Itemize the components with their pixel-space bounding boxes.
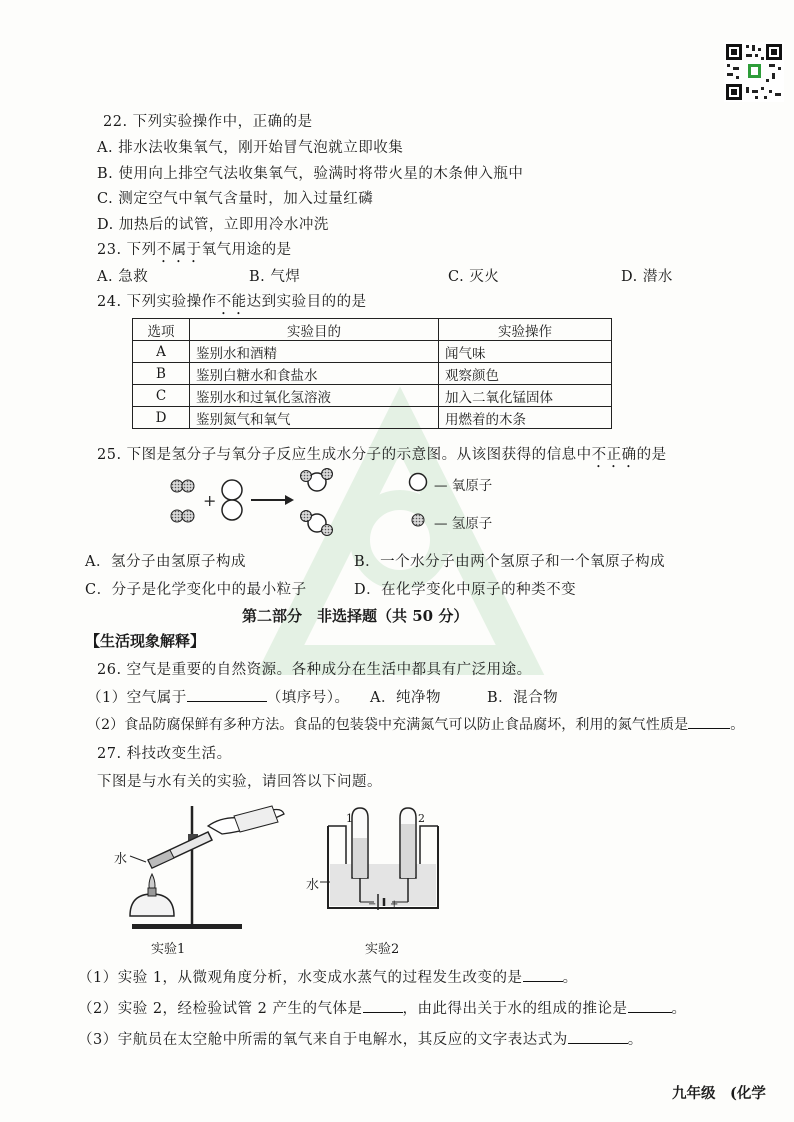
q22-option-d: D. 加热后的试管，立即用冷水冲洗 — [97, 217, 329, 233]
molecule-reaction-diagram — [165, 468, 365, 538]
q25-stem: 25. 下图是氢分子与氧分子反应生成水分子的示意图。从该图获得的信息中不正确的是 — [97, 447, 667, 463]
answer-blank[interactable] — [628, 998, 672, 1013]
answer-blank[interactable] — [688, 714, 730, 729]
answer-blank[interactable] — [568, 1029, 628, 1044]
header-option: 选项 — [133, 319, 190, 341]
q23-option-c: C. 灭火 — [448, 269, 500, 285]
q27-stem: 27. 科技改变生活。 — [97, 746, 232, 762]
qr-code — [724, 42, 784, 102]
q23-option-b: B. 气焊 — [249, 269, 301, 285]
q25-option-c: C．分子是化学变化中的最小粒子 — [85, 582, 307, 598]
row-operation: 闻气味 — [439, 341, 612, 363]
water-molecule — [301, 511, 333, 536]
q23-stem: 23. 下列不属于氧气用途的是 — [97, 242, 292, 258]
exp1-label: 实验1 — [151, 942, 186, 957]
q26-sub1-option-b: B．混合物 — [487, 690, 559, 706]
page-footer: 九年级 (化学 — [672, 1085, 766, 1102]
row-operation: 观察颜色 — [439, 363, 612, 385]
row-purpose: 鉴别白糖水和食盐水 — [190, 363, 439, 385]
q25-option-b: B．一个水分子由两个氢原子和一个氧原子构成 — [354, 554, 666, 570]
svg-text:−: − — [368, 899, 377, 910]
q27-sub2: （2）实验 2，经检验试管 2 产生的气体是 ，由此得出关于水的组成的推论是 。 — [78, 997, 687, 1018]
row-purpose: 鉴别水和酒精 — [190, 341, 439, 363]
part2-title: 第二部分 非选择题（共 50 分） — [242, 607, 469, 625]
table-header-row — [133, 319, 612, 341]
q22-option-a: A. 排水法收集氧气，刚开始冒气泡就立即收集 — [97, 140, 404, 156]
tube1-label: 1 — [346, 812, 353, 825]
exp2-water-label: 水 — [306, 878, 320, 893]
q24-table — [132, 318, 612, 429]
header-operation: 实验操作 — [439, 319, 612, 341]
row-option: A — [133, 341, 190, 363]
svg-text:+: + — [203, 491, 217, 510]
q27-sub1: （1）实验 1，从微观角度分析，水变成水蒸气的过程发生改变的是 。 — [78, 966, 578, 987]
header-purpose: 实验目的 — [190, 319, 439, 341]
experiment2-figure — [318, 806, 448, 926]
row-purpose: 鉴别水和过氧化氢溶液 — [190, 385, 439, 407]
table-row — [133, 341, 612, 363]
hydrogen-molecule — [171, 480, 194, 492]
q22-stem: 22. 下列实验操作中，正确的是 — [103, 114, 313, 130]
exp2-label: 实验2 — [365, 942, 400, 957]
arrow-right-icon — [251, 495, 294, 505]
q27-intro: 下图是与水有关的实验，请回答以下问题。 — [97, 774, 382, 790]
tube2-label: 2 — [418, 812, 425, 825]
q26-sub2: （2）食品防腐保鲜有多种方法。食品的包装袋中充满氮气可以防止食品腐坏，利用的氮气性质是 。 — [87, 714, 744, 734]
q26-stem: 26. 空气是重要的自然资源。各种成分在生活中都具有广泛用途。 — [97, 662, 532, 678]
oxygen-molecule — [222, 480, 242, 520]
q23-option-a: A. 急救 — [97, 269, 149, 285]
answer-blank[interactable] — [523, 967, 563, 982]
oxygen-atom-icon — [410, 474, 427, 491]
table-row — [133, 407, 612, 429]
q27-sub3: （3）宇航员在太空舱中所需的氧气来自于电解水，其反应的文字表达式为 。 — [78, 1028, 643, 1049]
q24-stem: 24. 下列实验操作不能达到实验目的的是 — [97, 294, 367, 310]
answer-blank[interactable] — [187, 687, 267, 702]
exp1-water-label: 水 — [114, 852, 128, 867]
table-row — [133, 385, 612, 407]
row-operation: 加入二氧化锰固体 — [439, 385, 612, 407]
row-purpose: 鉴别氮气和氧气 — [190, 407, 439, 429]
legend-oxygen: — 氧原子 — [434, 478, 493, 494]
atom-legend-icons — [406, 472, 430, 532]
row-option: B — [133, 363, 190, 385]
row-option: C — [133, 385, 190, 407]
hydrogen-atom-icon — [412, 514, 424, 526]
experiment1-figure — [112, 796, 312, 936]
q26-sub1-option-a: A．纯净物 — [370, 690, 441, 706]
q25-option-d: D．在化学变化中原子的种类不变 — [354, 582, 577, 598]
hydrogen-molecule — [171, 510, 194, 522]
q23-option-d: D. 潜水 — [621, 269, 673, 285]
section-life-title: 【生活现象解释】 — [85, 632, 206, 650]
svg-text:+: + — [390, 899, 399, 910]
legend-hydrogen: — 氢原子 — [434, 516, 493, 532]
table-row — [133, 363, 612, 385]
answer-blank[interactable] — [363, 998, 403, 1013]
q25-option-a: A．氢分子由氢原子构成 — [85, 554, 246, 570]
water-molecule — [301, 469, 333, 492]
row-option: D — [133, 407, 190, 429]
q22-option-c: C. 测定空气中氧气含量时，加入过量红磷 — [97, 191, 374, 207]
q22-option-b: B. 使用向上排空气法收集氧气，验满时将带火星的木条伸入瓶中 — [97, 166, 524, 182]
row-operation: 用燃着的木条 — [439, 407, 612, 429]
q26-sub1: （1）空气属于 （填序号）。 — [87, 686, 349, 707]
